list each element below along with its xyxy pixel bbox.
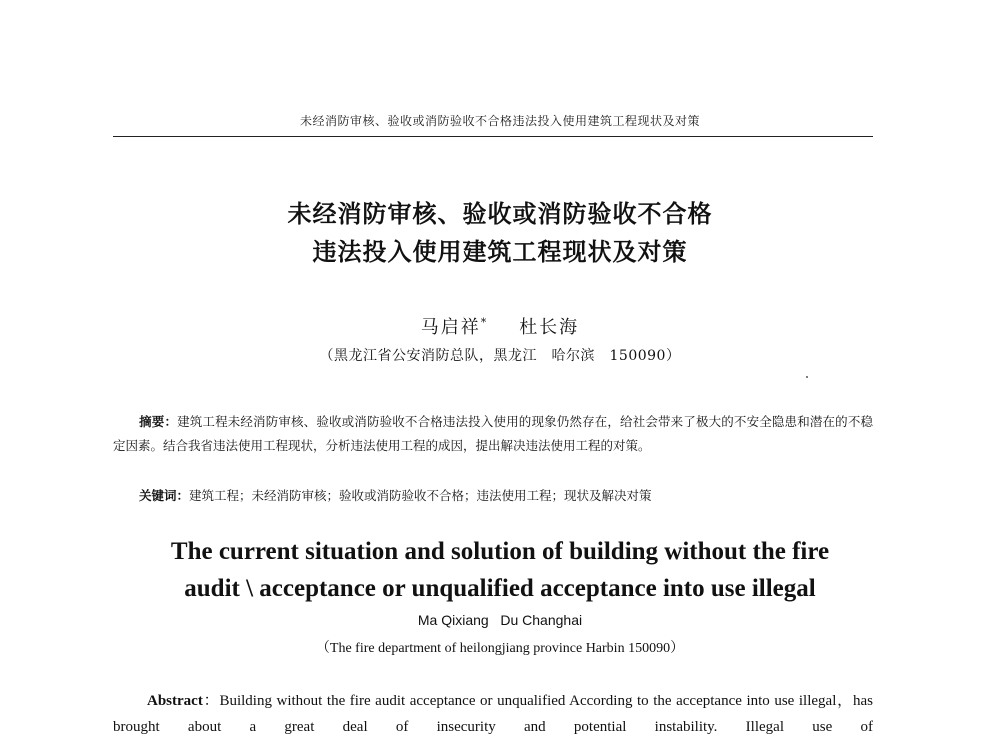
chinese-author-1: 马启祥 bbox=[420, 317, 481, 338]
chinese-affiliation: （黑龙江省公安消防总队，黑龙江 哈尔滨 150090） bbox=[319, 348, 681, 364]
chinese-keywords bbox=[139, 484, 873, 508]
english-abstract-label: Abstract bbox=[147, 693, 203, 709]
chinese-abstract-text: 建筑工程未经消防审核、验收或消防验收不合格违法投入使用的现象仍然存在，给社会带来了极大的不安全隐患和潜在的不稳定因素。结合我省违法使用工程现状，分析违法使用工程的成因，提出解决违法使用工程的对策。 bbox=[113, 414, 873, 453]
chinese-authors bbox=[0, 313, 1000, 339]
header-rule bbox=[113, 136, 873, 137]
english-title-line-2: audit \ acceptance or unqualified acceptance into use illegal bbox=[184, 575, 816, 602]
english-title bbox=[0, 533, 1000, 607]
chinese-abstract bbox=[113, 410, 873, 458]
chinese-keywords-text: 建筑工程；未经消防审核；验收或消防验收不合格；违法使用工程；现状及解决对策 bbox=[189, 488, 652, 503]
chinese-title-line-1: 未经消防审核、验收或消防验收不合格 bbox=[287, 200, 713, 228]
corresponding-author-mark: * bbox=[480, 316, 489, 329]
english-authors: Ma Qixiang Du Changhai bbox=[417, 612, 583, 628]
english-affiliation: （The fire department of heilongjiang province Harbin 150090） bbox=[315, 641, 685, 656]
scan-speck bbox=[806, 376, 808, 378]
english-abstract bbox=[113, 688, 873, 740]
running-header: 未经消防审核、验收或消防验收不合格违法投入使用建筑工程现状及对策 bbox=[299, 114, 700, 128]
english-abstract-separator: ： bbox=[202, 693, 220, 709]
chinese-author-2: 杜长海 bbox=[519, 317, 580, 338]
english-abstract-text: Building without the fire audit acceptance or unqualified According to the acceptance into use illegal，has brought about a great deal of insecurity and potential instability. Illegal use of bbox=[113, 693, 873, 735]
chinese-abstract-label: 摘要： bbox=[139, 414, 178, 429]
chinese-keywords-label: 关键词： bbox=[139, 488, 190, 503]
chinese-title bbox=[0, 195, 1000, 271]
english-title-line-1: The current situation and solution of building without the fire bbox=[170, 538, 830, 565]
chinese-title-line-2: 违法投入使用建筑工程现状及对策 bbox=[312, 238, 688, 266]
